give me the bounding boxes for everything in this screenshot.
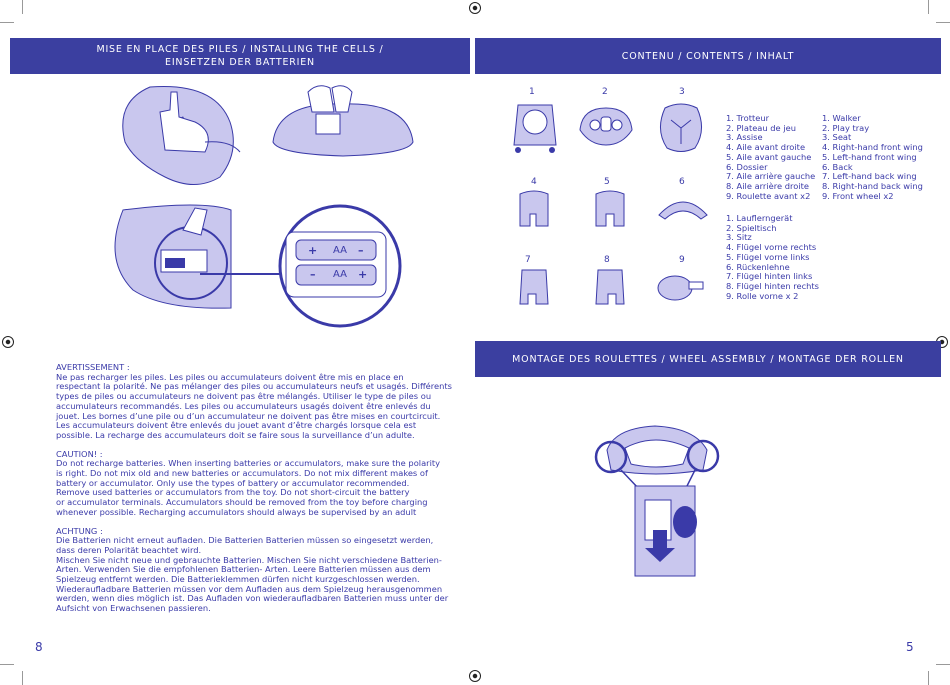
battery-bottom-plus: + [358,268,368,281]
contents-banner [475,38,941,74]
back-part-icon [657,195,709,221]
contents-de-item: 1. Lauflerngerät [726,213,793,223]
contents-en-item: 6. Back [822,161,853,172]
part-number-9: 9 [679,255,685,265]
warning-de-line: Mischen Sie nicht neue und gebrauchte Batterien. Mischen Sie nicht verschiedene Batterien- [56,554,442,565]
front-wheel-part-icon [655,272,705,302]
battery-step-1-illustration [105,82,245,192]
battery-bottom-minus: – [310,268,316,281]
battery-bottom-label: AA [333,269,347,280]
crop-mark [928,671,929,685]
play-tray-part-icon [577,105,635,147]
page-number-right: 5 [906,640,914,654]
battery-top-label: AA [333,245,347,256]
warning-en-line: Remove used batteries or accumulators from the toy. Do not short-circuit the battery [56,487,410,498]
warning-de-line: dass deren Polarität beachtet wird. [56,544,202,555]
contents-en-item: 8. Right-hand back wing [822,180,923,191]
battery-zoom-circle [276,202,406,332]
left-back-wing-part-icon [516,266,552,308]
contents-de-item: 9. Rolle vorne x 2 [726,290,799,301]
contents-en-item: 3. Seat [822,132,852,143]
warning-fr-line: jouet. Les bornes d’une pile ou d’un accumulateur ne doivent pas être mises en courtcircuit. [56,410,441,421]
battery-installation-banner [10,38,470,74]
warning-fr-line: respectant la polarité. Ne pas mélanger des piles ou accumulateurs neufs et usagés. Différents [56,381,452,392]
contents-de-item: 7. Flügel hinten links [726,271,813,282]
part-number-5: 5 [604,177,610,187]
warning-en-line: or accumulator terminals. Accumulators should be removed from the toy before charging [56,497,428,508]
right-back-wing-part-icon [592,266,628,308]
contents-fr-item: 1. Trotteur [726,113,769,123]
crop-mark [0,22,14,23]
warning-en-line: is right. Do not mix old and new batteries or accumulators. Do not mix different makes of [56,468,428,479]
warning-de-line: Wiederaufladbare Batterien müssen vor dem Aufladen aus dem Spielzeug herausgenommen [56,583,443,594]
banner-line-1: MISE EN PLACE DES PILES / INSTALLING THE CELLS / [96,44,384,55]
crop-mark [928,0,929,14]
contents-fr-item: 4. Aile avant droite [726,142,806,153]
contents-fr-item: 3. Assise [726,132,763,143]
contents-en-item: 4. Right-hand front wing [822,142,923,153]
contents-en-item: 2. Play tray [822,122,870,133]
battery-compartment-illustration [103,200,233,310]
part-number-6: 6 [679,177,685,187]
page-number-left: 8 [35,640,43,654]
warning-de-line: Aufsicht von Erwachsenen passieren. [56,603,211,614]
warning-de-line: Arten. Verwenden Sie die empfohlenen Batterien- Arten. Leere Batterien müssen aus dem [56,564,431,575]
warning-de-line: werden, wenn dies möglich ist. Das Aufladen von wiederaufladbaren Batterien muss unter der [56,593,449,604]
part-number-8: 8 [604,255,610,265]
contents-fr-item: 8. Aile arrière droite [726,180,809,191]
part-number-3: 3 [679,87,685,97]
warning-fr-line: types de piles ou accumulateurs ne doivent pas être mélangés. Utiliser le type de piles ou [56,391,432,402]
crop-mark [22,671,23,685]
registration-mark-icon [469,670,481,682]
battery-top-minus: – [358,244,364,257]
wheel-banner-text: MONTAGE DES ROULETTES / WHEEL ASSEMBLY / MONTAGE DER ROLLEN [512,353,904,365]
crop-mark [936,22,950,23]
contents-banner-text: CONTENU / CONTENTS / INHALT [621,50,795,62]
registration-mark-icon [2,336,14,348]
contents-de-item: 5. Flügel vorne links [726,251,810,262]
banner-line-2: EINSETZEN DER BATTERIEN [165,57,315,68]
warning-fr-line: accumulateurs recommandés. Les piles ou accumulateurs usagés doivent être enlevés du [56,400,431,411]
right-front-wing-part-icon [516,188,552,230]
contents-list-de [726,214,819,301]
contents-list-en [822,114,923,201]
wheel-assembly-illustration [595,420,725,580]
part-number-1: 1 [529,87,535,97]
warning-fr-line: Ne pas recharger les piles. Les piles ou accumulateurs doivent être mis en place en [56,371,404,382]
walker-part-icon [510,100,560,155]
warning-de-line: Die Batterien nicht erneut aufladen. Die Batterien Batterien müssen so eingesetzt werden, [56,535,434,546]
contents-fr-item: 5. Aile avant gauche [726,151,812,162]
wheel-assembly-banner [475,341,941,377]
contents-fr-item: 9. Roulette avant x2 [726,190,811,201]
contents-en-item: 9. Front wheel x2 [822,190,894,201]
warning-en-heading: CAUTION! : [56,448,103,459]
warning-en-line: battery or accumulator. Only use the types of battery or accumulator recommended. [56,477,410,488]
seat-part-icon [655,100,707,155]
contents-de-item: 4. Flügel vorne rechts [726,242,817,253]
contents-de-item: 2. Spieltisch [726,222,777,233]
warning-de-line: Spielzeug entfernt werden. Die Batterieklemmen dürfen nicht kurzgeschlossen werden. [56,574,420,585]
warning-fr-heading: AVERTISSEMENT : [56,362,130,372]
battery-step-2-illustration [268,82,418,162]
battery-top-plus: + [308,244,318,257]
contents-fr-item: 2. Plateau de jeu [726,122,796,133]
contents-list-fr [726,114,815,201]
registration-mark-icon [469,2,481,14]
warnings-text [56,363,456,614]
contents-en-item: 7. Left-hand back wing [822,171,917,182]
left-front-wing-part-icon [592,188,628,230]
crop-mark [22,0,23,14]
crop-mark [0,664,14,665]
part-number-2: 2 [602,87,608,97]
contents-fr-item: 7. Aile arrière gauche [726,171,816,182]
warning-fr-line: possible. La recharge des accumulateurs doit se faire sous la surveillance d’un adulte. [56,429,415,440]
warning-fr-line: Les accumulateurs doivent être enlevés du jouet avant d’être chargés lorsque cela est [56,420,417,431]
contents-de-item: 8. Flügel hinten rechts [726,280,820,291]
part-number-4: 4 [531,177,537,187]
contents-de-item: 6. Rückenlehne [726,261,790,272]
warning-de-heading: ACHTUNG : [56,525,103,536]
contents-en-item: 5. Left-hand front wing [822,151,917,162]
contents-en-item: 1. Walker [822,113,861,123]
warning-en-line: Do not recharge batteries. When inserting batteries or accumulators, make sure the polarity [56,458,441,469]
contents-de-item: 3. Sitz [726,232,752,243]
part-number-7: 7 [525,255,531,265]
crop-mark [936,664,950,665]
contents-fr-item: 6. Dossier [726,161,768,172]
warning-en-line: whenever possible. Recharging accumulators should always be supervised by an adult [56,506,417,517]
